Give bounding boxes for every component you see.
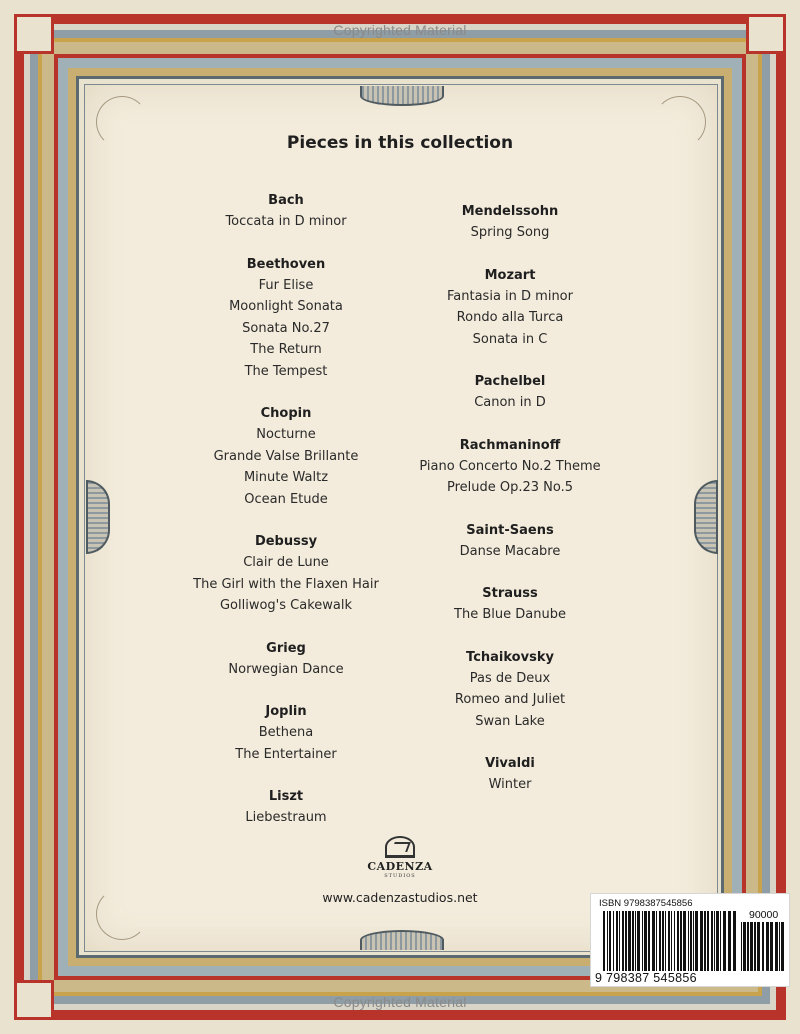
publisher-logo xyxy=(360,836,440,879)
composer-name: Saint-Saens xyxy=(466,522,554,538)
composer-name: Pachelbel xyxy=(474,374,546,389)
watermark-bottom: Copyrighted Material xyxy=(333,994,467,1010)
piece-title: Rondo alla Turca xyxy=(456,310,564,325)
composer-name: Mozart xyxy=(484,267,536,283)
piece-title: Nocturne xyxy=(256,427,316,442)
composer-name: Joplin xyxy=(265,704,307,719)
piece-title: Prelude Op.23 No.5 xyxy=(446,480,574,495)
composer-name: Bach xyxy=(268,193,304,208)
piece-title: Spring Song xyxy=(470,225,550,240)
composer-name: Vivaldi xyxy=(485,756,535,771)
composer-name: Mendelssohn xyxy=(461,204,559,219)
publisher-website: www.cadenzastudios.net xyxy=(322,890,478,905)
piece-title: Clair de Lune xyxy=(243,555,329,570)
watermark-top: Copyrighted Material xyxy=(333,22,467,38)
top-ornament-icon xyxy=(360,86,444,106)
piece-title: Danse Macabre xyxy=(459,543,561,559)
logo-sub: STUDIOS xyxy=(384,873,416,879)
isbn-label: ISBN 9798387545856 xyxy=(599,898,693,909)
piece-title: The Blue Danube xyxy=(454,607,566,622)
composer-name: Liszt xyxy=(268,789,304,804)
piece-title: Moonlight Sonata xyxy=(229,299,343,314)
price-code: 90000 xyxy=(749,909,779,921)
piece-title: Romeo and Juliet xyxy=(454,692,566,707)
right-column xyxy=(360,201,660,817)
piece-title: Ocean Etude xyxy=(244,491,328,507)
piece-title: Golliwog's Cakewalk xyxy=(219,598,353,613)
piece-title: Sonata in C xyxy=(472,331,548,347)
piece-title: Sonata No.27 xyxy=(242,320,330,336)
piece-title: Fur Elise xyxy=(258,277,314,293)
composer-group xyxy=(360,753,660,796)
isbn-digits: 9 798387 545856 xyxy=(595,971,697,985)
piece-title: Winter xyxy=(488,777,532,792)
logo-name: CADENZA xyxy=(367,860,433,873)
composer-group xyxy=(360,265,660,351)
composer-name: Rachmaninoff xyxy=(459,437,561,453)
piano-logo-icon xyxy=(385,836,415,858)
piece-title: Swan Lake xyxy=(475,713,545,729)
barcode-icon xyxy=(603,911,737,971)
piece-title: The Girl with the Flaxen Hair xyxy=(193,576,379,592)
piece-title: The Return xyxy=(250,342,322,357)
piece-title: The Entertainer xyxy=(235,746,337,762)
piece-title: Toccata in D minor xyxy=(225,214,347,229)
composer-name: Grieg xyxy=(266,640,306,656)
composer-group xyxy=(360,371,660,414)
piece-title: Pas de Deux xyxy=(469,670,551,686)
right-ornament-icon xyxy=(694,480,718,554)
composer-name: Debussy xyxy=(254,534,318,549)
composer-group xyxy=(360,435,660,499)
bottom-ornament-icon xyxy=(360,930,444,950)
piece-title: Liebestraum xyxy=(245,810,327,825)
composer-group xyxy=(360,201,660,244)
composer-group xyxy=(360,647,660,733)
piece-title: Bethena xyxy=(258,725,314,740)
composer-group xyxy=(360,583,660,626)
piece-title: Minute Waltz xyxy=(243,470,329,485)
composer-group xyxy=(360,520,660,563)
piece-title: The Tempest xyxy=(244,363,328,379)
composer-name: Tchaikovsky xyxy=(466,649,554,665)
page-title: Pieces in this collection xyxy=(286,133,514,153)
piece-title: Grande Valse Brillante xyxy=(213,448,359,464)
barcode-addon-icon xyxy=(741,922,785,971)
barcode-box xyxy=(590,893,790,987)
piece-title: Piano Concerto No.2 Theme xyxy=(419,458,601,474)
piece-title: Norwegian Dance xyxy=(228,661,344,677)
composer-name: Beethoven xyxy=(246,256,326,272)
composer-name: Strauss xyxy=(482,586,538,601)
composer-name: Chopin xyxy=(260,406,312,421)
piece-title: Canon in D xyxy=(474,395,546,410)
piece-title: Fantasia in D minor xyxy=(447,288,573,304)
